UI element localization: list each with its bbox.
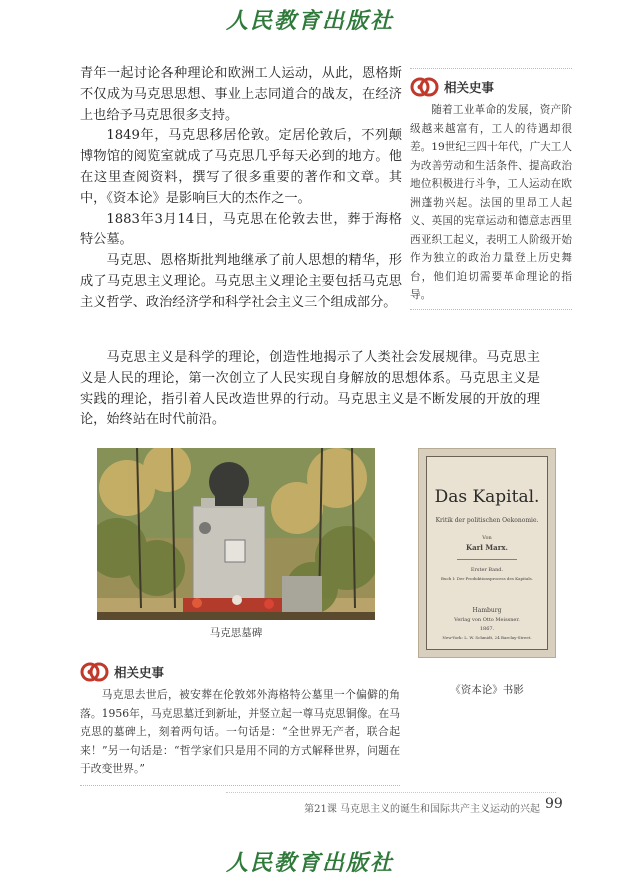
footer-divider [226, 792, 556, 793]
das-kapital-title-page [418, 448, 556, 658]
marx-tomb-photo [97, 448, 375, 620]
bottom-box-header [80, 658, 400, 686]
related-history-icon [80, 660, 110, 684]
publisher-logo-bottom: 人民教育出版社 [225, 850, 394, 876]
book-rule [457, 559, 517, 560]
book-publisher: Verlag von Otto Meissner. [454, 617, 520, 623]
book-caption: 《资本论》书影 [450, 684, 524, 696]
lesson-title-footer: 第21课 马克思主义的诞生和国际共产主义运动的兴起 [304, 804, 540, 815]
book-title: Das Kapital. [434, 487, 540, 507]
book-author-prefix: Von [482, 535, 492, 541]
related-history-icon [410, 75, 440, 99]
book-year: 1867. [479, 626, 495, 632]
sidebar-header [410, 73, 572, 101]
photo-caption: 马克思墓碑 [209, 627, 263, 639]
book-volume: Erster Band. [470, 567, 504, 573]
book-author: Karl Marx. [466, 543, 508, 552]
book-printer: New-York: L. W. Schmidt, 24 Barclay-Street. [442, 635, 532, 640]
book-volume-sub: Buch I: Der Produktionsprocess des Kapitals. [441, 576, 533, 581]
publisher-logo-top: 人民教育出版社 [225, 8, 394, 34]
related-history-sidebar [410, 68, 572, 310]
title-page-frame [426, 456, 548, 650]
bottom-box-title: 相关史事 [114, 665, 165, 680]
sidebar-title: 相关史事 [444, 80, 495, 95]
paragraph-5: 马克思主义是科学的理论，创造性地揭示了人类社会发展规律。马克思主义是人民的理论，第一次创立了人民实现自身解放的思想体系。马克思主义是实践的理论，指引着人民改造世界的行动。马克思主义是不断发展的开放的理论，始终站在时代前沿。 [80, 350, 540, 428]
main-column [80, 64, 402, 314]
paragraph-3: 1883年3月14日，马克思在伦敦去世，葬于海格特公墓。 [80, 211, 402, 248]
page-number: 99 [545, 796, 563, 812]
sidebar-body: 随着工业革命的发展，资产阶级越来越富有，工人的待遇却很差。19世纪三四十年代，广大工人为改善劳动和生活条件、提高政治地位积极进行斗争，工人运动在欧洲蓬勃兴起。法国的里昂工人起义、英国的宪章运动和德意志西里西亚织工起义，表明工人阶级开始作为独立的政治力量登上历史舞台，他们迫切需要革命理论的指导。 [410, 104, 572, 301]
related-history-box-bottom [80, 658, 400, 786]
book-city: Hamburg [472, 607, 502, 614]
paragraph-2: 1849年，马克思移居伦敦。定居伦敦后，不列颠博物馆的阅览室就成了马克思几乎每天必到的地方。他在这里查阅资料，撰写了很多重要的著作和文章。其中，《资本论》是影响巨大的杰作之一。 [80, 128, 402, 206]
book-subtitle: Kritik der politischen Oekonomie. [435, 517, 539, 524]
paragraph-1: 青年一起讨论各种理论和欧洲工人运动，从此，恩格斯不仅成为马克思思想、事业上志同道合的战友，在经济上也给予马克思很多支持。 [80, 66, 402, 123]
bottom-box-body: 马克思去世后，被安葬在伦敦郊外海格特公墓里一个偏僻的角落。1956年，马克思墓迁到新址，并竖立起一尊马克思铜像。在马克思的墓碑上，刻着两句话。一句话是：“全世界无产者，联合起来！”另一句话是：“哲学家们只是用不同的方式解释世界，问题在于改变世界。” [80, 688, 400, 775]
paragraph-4: 马克思、恩格斯批判地继承了前人思想的精华，形成了马克思主义理论。马克思主义理论主要包括马克思主义哲学、政治经济学和科学社会主义三个组成部分。 [80, 253, 402, 310]
